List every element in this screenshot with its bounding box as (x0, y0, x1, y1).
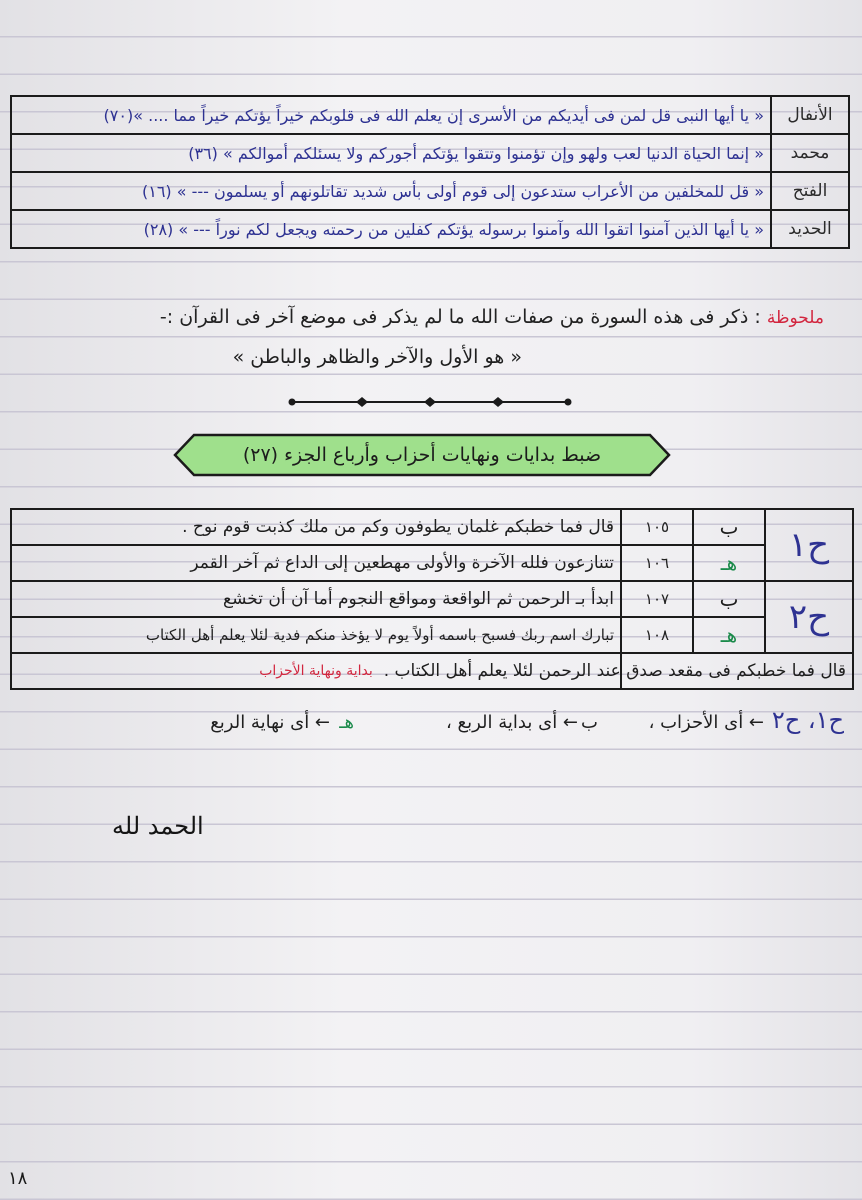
verse-text: « يا أيها الذين آمنوا اتقوا الله وآمنوا برسوله يؤتكم كفلين من رحمته ويجعل لكم نوراً --- » (٢٨) (11, 210, 771, 248)
legend-mark: ح١، ح٢ (771, 706, 844, 734)
note-quote: « هو الأول والآخر والظاهر والباطن » (232, 346, 522, 368)
verse-text: « إنما الحياة الدنيا لعب ولهو وإن تؤمنوا وتتقوا يؤتكم أجوركم ولا يسئلكم أموالكم » (٣٦) (11, 134, 771, 172)
sura-name: الفتح (771, 172, 849, 210)
divider-diamond (492, 397, 504, 407)
table-row (11, 545, 853, 581)
quarter-verse: تتنازعون فلله الآخرة والأولى مهطعين إلى الداع ثم آخر القمر (11, 545, 621, 581)
legend-mark-meaning: ← أى الأحزاب ، (648, 712, 764, 733)
hizb-mark: ح٢ (765, 581, 853, 653)
quarter-verse: تبارك اسم ربك فسبح باسمه أولاً يوم لا يؤخذ منكم فدية لئلا يعلم أهل الكتاب (11, 617, 621, 653)
table-row (11, 134, 849, 172)
legend (60, 708, 844, 744)
verses-table (10, 95, 850, 249)
banner-title: ضبط بدايات ونهايات أحزاب وأرباع الجزء (٢٧) (242, 444, 602, 466)
table-row (11, 96, 849, 134)
note-label: ملحوظة (766, 308, 824, 328)
legend-b: ب (581, 712, 598, 733)
footer-verse: قال فما خطبكم فى مقعد صدق عند الرحمن لئلا يعلم أهل الكتاب . (621, 653, 853, 689)
quarter-number: ١٠٦ (621, 545, 693, 581)
quarter-verse: قال فما خطبكم غلمان يطوفون وكم من ملك كذبت قوم نوح . (11, 509, 621, 545)
decorative-divider (286, 394, 574, 410)
quarter-number: ١٠٨ (621, 617, 693, 653)
verse-text: « يا أيها النبى قل لمن فى أيديكم من الأسرى إن يعلم الله فى قلوبكم خيراً يؤتكم خيراً مما .... »(٧٠) (11, 96, 771, 134)
divider-dot (289, 399, 296, 406)
legend-h-meaning: ← أى نهاية الربع (210, 712, 330, 733)
sura-name: محمد (771, 134, 849, 172)
note-text: : ذكر فى هذه السورة من صفات الله ما لم يذكر فى موضع آخر فى القرآن :- (159, 306, 761, 328)
juz-table (10, 508, 854, 690)
table-row (11, 617, 853, 653)
hizb-mark: ح١ (765, 509, 853, 581)
quarter-number: ١٠٧ (621, 581, 693, 617)
quarter-letter: هـ (693, 545, 765, 581)
note (40, 306, 824, 328)
table-row (11, 210, 849, 248)
sura-name: الأنفال (771, 96, 849, 134)
legend-b-meaning: ← أى بداية الربع ، (446, 712, 578, 733)
table-row (11, 581, 853, 617)
legend-h: هـ (339, 712, 354, 733)
quarter-verse: ابدأ بـ الرحمن ثم الواقعة ومواقع النجوم أما آن أن تخشع (11, 581, 621, 617)
verse-text: « قل للمخلفين من الأعراب ستدعون إلى قوم أولى بأس شديد تقاتلونهم أو يسلمون --- » (١٦) (11, 172, 771, 210)
footer-label: بداية ونهاية الأحزاب (11, 653, 621, 689)
sura-name: الحديد (771, 210, 849, 248)
quarter-number: ١٠٥ (621, 509, 693, 545)
table-row (11, 509, 853, 545)
divider-diamond (356, 397, 368, 407)
divider-dot (565, 399, 572, 406)
quarter-letter: ب (693, 509, 765, 545)
quarter-letter: ب (693, 581, 765, 617)
page-number: ١٨ (8, 1168, 28, 1189)
quarter-letter: هـ (693, 617, 765, 653)
divider-diamond (424, 397, 436, 407)
signature: الحمد لله (112, 812, 204, 840)
table-row (11, 172, 849, 210)
table-row (11, 653, 853, 689)
